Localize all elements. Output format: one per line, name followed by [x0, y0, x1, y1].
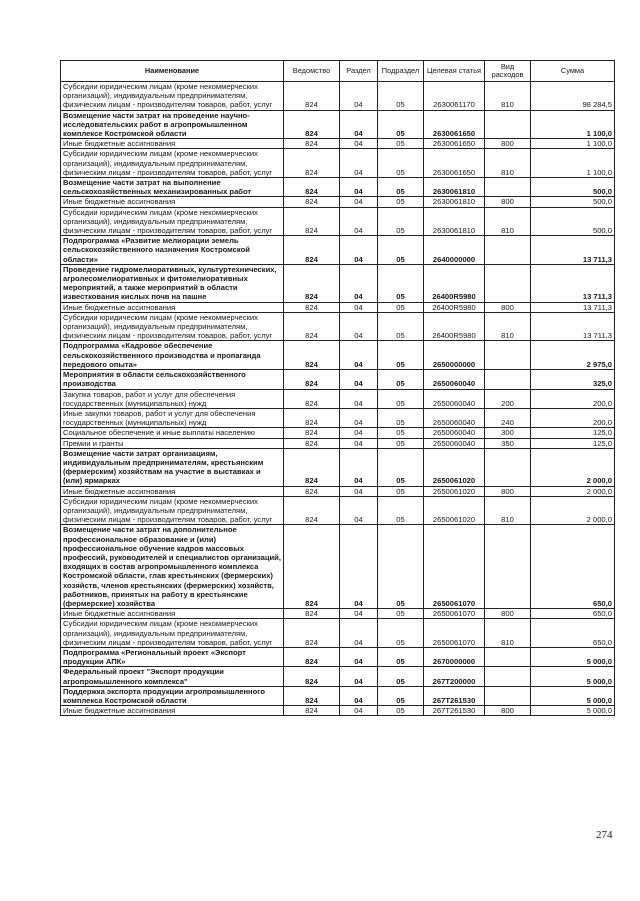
table-row [61, 706, 615, 716]
cell-subsection: 05 [378, 312, 424, 341]
table-row [61, 207, 615, 236]
cell-sum: 98 284,5 [531, 82, 615, 111]
cell-subsection: 05 [378, 370, 424, 389]
table-row [61, 389, 615, 408]
cell-expense-type [485, 264, 531, 302]
cell-expense-type: 800 [485, 486, 531, 496]
cell-name: Субсидии юридическим лицам (кроме некоммерческих организаций), индивидуальным предпринимателям, физическим лицам - производителям товаров, работ, услуг [61, 619, 284, 648]
column-header-subsection: Подраздел [378, 61, 424, 82]
cell-target: 267T261530 [424, 686, 485, 705]
cell-target: 2670000000 [424, 647, 485, 666]
cell-subsection: 05 [378, 496, 424, 525]
cell-sum: 13 711,3 [531, 264, 615, 302]
cell-dept: 824 [284, 264, 340, 302]
budget-table [60, 60, 615, 716]
cell-subsection: 05 [378, 667, 424, 686]
cell-sum: 13 711,3 [531, 236, 615, 265]
cell-target: 2650061070 [424, 619, 485, 648]
cell-dept: 824 [284, 370, 340, 389]
table-row [61, 312, 615, 341]
cell-expense-type: 800 [485, 302, 531, 312]
cell-name: Подпрограмма «Региональный проект «Экспорт продукции АПК» [61, 647, 284, 666]
cell-section: 04 [340, 264, 378, 302]
cell-name: Федеральный проект "Экспорт продукции агропромышленного комплекса" [61, 667, 284, 686]
table-row [61, 525, 615, 609]
table-row [61, 149, 615, 178]
cell-target: 2650061020 [424, 496, 485, 525]
cell-sum: 650,0 [531, 525, 615, 609]
cell-target: 2630061650 [424, 139, 485, 149]
cell-name: Закупка товаров, работ и услуг для обеспечения государственных (муниципальных) нужд [61, 389, 284, 408]
cell-section: 04 [340, 619, 378, 648]
cell-target: 2650060040 [424, 370, 485, 389]
cell-name: Подпрограмма «Кадровое обеспечение сельскохозяйственного производства и пропаганда передового опыта» [61, 341, 284, 370]
cell-sum: 2 000,0 [531, 448, 615, 486]
cell-name: Иные бюджетные ассигнования [61, 486, 284, 496]
cell-sum: 1 100,0 [531, 139, 615, 149]
cell-subsection: 05 [378, 647, 424, 666]
cell-section: 04 [340, 110, 378, 139]
table-row [61, 178, 615, 197]
column-header-sum: Сумма [531, 61, 615, 82]
cell-dept: 824 [284, 496, 340, 525]
cell-sum: 5 000,0 [531, 667, 615, 686]
cell-name: Возмещение части затрат на выполнение сельскохозяйственных механизированных работ [61, 178, 284, 197]
column-header-target: Целевая статья [424, 61, 485, 82]
cell-subsection: 05 [378, 686, 424, 705]
cell-subsection: 05 [378, 525, 424, 609]
cell-section: 04 [340, 178, 378, 197]
cell-section: 04 [340, 82, 378, 111]
cell-section: 04 [340, 236, 378, 265]
table-row [61, 197, 615, 207]
cell-name: Иные бюджетные ассигнования [61, 609, 284, 619]
cell-dept: 824 [284, 312, 340, 341]
cell-dept: 824 [284, 389, 340, 408]
cell-section: 04 [340, 496, 378, 525]
cell-expense-type: 800 [485, 609, 531, 619]
cell-sum: 1 100,0 [531, 149, 615, 178]
cell-dept: 824 [284, 149, 340, 178]
cell-name: Субсидии юридическим лицам (кроме некоммерческих организаций), индивидуальным предпринимателям, физическим лицам - производителям товаров, работ, услуг [61, 82, 284, 111]
cell-expense-type [485, 525, 531, 609]
cell-dept: 824 [284, 525, 340, 609]
cell-sum: 13 711,3 [531, 302, 615, 312]
cell-dept: 824 [284, 619, 340, 648]
cell-dept: 824 [284, 667, 340, 686]
cell-sum: 500,0 [531, 178, 615, 197]
page-number: 274 [596, 829, 613, 841]
cell-name: Проведение гидромелиоративных, культуртехнических, агролесомелиоративных и фитомелиоративных мероприятий, а также мероприятий в области известкования кислых почв на пашне [61, 264, 284, 302]
cell-section: 04 [340, 389, 378, 408]
cell-expense-type: 810 [485, 207, 531, 236]
cell-section: 04 [340, 408, 378, 427]
cell-subsection: 05 [378, 264, 424, 302]
table-row [61, 341, 615, 370]
cell-name: Подпрограмма «Развитие мелиорации земель сельскохозяйственного назначения Костромской области» [61, 236, 284, 265]
cell-dept: 824 [284, 686, 340, 705]
cell-target: 2630061810 [424, 207, 485, 236]
cell-section: 04 [340, 312, 378, 341]
cell-subsection: 05 [378, 389, 424, 408]
cell-target: 2650060040 [424, 389, 485, 408]
table-row [61, 236, 615, 265]
cell-expense-type: 810 [485, 619, 531, 648]
table-row [61, 370, 615, 389]
cell-target: 2640000000 [424, 236, 485, 265]
cell-expense-type [485, 448, 531, 486]
cell-sum: 650,0 [531, 619, 615, 648]
cell-section: 04 [340, 370, 378, 389]
cell-section: 04 [340, 609, 378, 619]
cell-subsection: 05 [378, 408, 424, 427]
cell-section: 04 [340, 341, 378, 370]
cell-name: Возмещение части затрат организациям, индивидуальным предпринимателям, крестьянским (фермерским) хозяйствам на участие в выставках и (или) ярмарках [61, 448, 284, 486]
cell-dept: 824 [284, 110, 340, 139]
table-row [61, 686, 615, 705]
cell-section: 04 [340, 197, 378, 207]
cell-subsection: 05 [378, 82, 424, 111]
cell-target: 26400R5980 [424, 264, 485, 302]
cell-name: Субсидии юридическим лицам (кроме некоммерческих организаций), индивидуальным предпринимателям, физическим лицам - производителям товаров, работ, услуг [61, 496, 284, 525]
cell-section: 04 [340, 302, 378, 312]
cell-dept: 824 [284, 82, 340, 111]
cell-name: Мероприятия в области сельскохозяйственного производства [61, 370, 284, 389]
cell-subsection: 05 [378, 236, 424, 265]
cell-target: 2650060040 [424, 408, 485, 427]
cell-expense-type: 200 [485, 389, 531, 408]
cell-target: 267T261530 [424, 706, 485, 716]
cell-sum: 500,0 [531, 197, 615, 207]
cell-name: Иные закупки товаров, работ и услуг для обеспечения государственных (муниципальных) нужд [61, 408, 284, 427]
cell-name: Поддержка экспорта продукции агропромышленного комплекса Костромской области [61, 686, 284, 705]
cell-expense-type [485, 647, 531, 666]
cell-sum: 2 975,0 [531, 341, 615, 370]
cell-dept: 824 [284, 438, 340, 448]
cell-target: 2630061810 [424, 178, 485, 197]
table-header-row [61, 61, 615, 82]
table-row [61, 302, 615, 312]
cell-section: 04 [340, 686, 378, 705]
cell-dept: 824 [284, 197, 340, 207]
cell-dept: 824 [284, 139, 340, 149]
cell-expense-type [485, 686, 531, 705]
cell-dept: 824 [284, 341, 340, 370]
cell-target: 2630061810 [424, 197, 485, 207]
cell-subsection: 05 [378, 139, 424, 149]
cell-name: Возмещение части затрат на проведение научно-исследовательских работ в агропромышленном комплексе Костромской области [61, 110, 284, 139]
cell-dept: 824 [284, 486, 340, 496]
table-row [61, 82, 615, 111]
cell-subsection: 05 [378, 428, 424, 438]
cell-sum: 2 000,0 [531, 496, 615, 525]
cell-sum: 325,0 [531, 370, 615, 389]
cell-subsection: 05 [378, 448, 424, 486]
cell-sum: 5 000,0 [531, 686, 615, 705]
cell-sum: 2 000,0 [531, 486, 615, 496]
cell-target: 2650061020 [424, 448, 485, 486]
cell-target: 2630061650 [424, 110, 485, 139]
cell-target: 267T200000 [424, 667, 485, 686]
cell-target: 2650060040 [424, 438, 485, 448]
cell-target: 2630061650 [424, 149, 485, 178]
cell-name: Субсидии юридическим лицам (кроме некоммерческих организаций), индивидуальным предпринимателям, физическим лицам - производителям товаров, работ, услуг [61, 149, 284, 178]
cell-section: 04 [340, 139, 378, 149]
cell-sum: 1 100,0 [531, 110, 615, 139]
cell-sum: 125,0 [531, 438, 615, 448]
cell-expense-type: 810 [485, 149, 531, 178]
cell-expense-type: 800 [485, 706, 531, 716]
cell-name: Возмещение части затрат на дополнительное профессиональное образование и (или) профессиональное обучение кадров массовых профессий, руководителей и специалистов организаций, входящих в состав агропромышленного комплекса Костромской области, глав крестьянских (фермерских) хозяйств, членов крестьянских (фермерских) хозяйств, работников, принятых на работу в крестьянские (фермерские) хозяйства [61, 525, 284, 609]
cell-expense-type [485, 236, 531, 265]
cell-name: Иные бюджетные ассигнования [61, 139, 284, 149]
table-row [61, 609, 615, 619]
cell-dept: 824 [284, 706, 340, 716]
cell-sum: 5 000,0 [531, 647, 615, 666]
cell-expense-type: 810 [485, 496, 531, 525]
cell-subsection: 05 [378, 341, 424, 370]
cell-name: Премии и гранты [61, 438, 284, 448]
cell-target: 2650061020 [424, 486, 485, 496]
cell-target: 26400R5980 [424, 302, 485, 312]
cell-target: 2650060040 [424, 428, 485, 438]
cell-dept: 824 [284, 302, 340, 312]
cell-expense-type: 800 [485, 139, 531, 149]
cell-section: 04 [340, 486, 378, 496]
cell-subsection: 05 [378, 486, 424, 496]
table-row [61, 667, 615, 686]
cell-expense-type [485, 667, 531, 686]
cell-expense-type [485, 370, 531, 389]
cell-dept: 824 [284, 428, 340, 438]
cell-name: Иные бюджетные ассигнования [61, 706, 284, 716]
table-row [61, 428, 615, 438]
cell-subsection: 05 [378, 619, 424, 648]
cell-sum: 650,0 [531, 609, 615, 619]
cell-name: Субсидии юридическим лицам (кроме некоммерческих организаций), индивидуальным предпринимателям, физическим лицам - производителям товаров, работ, услуг [61, 207, 284, 236]
cell-name: Иные бюджетные ассигнования [61, 302, 284, 312]
cell-dept: 824 [284, 408, 340, 427]
cell-dept: 824 [284, 609, 340, 619]
cell-dept: 824 [284, 448, 340, 486]
table-row [61, 408, 615, 427]
cell-section: 04 [340, 667, 378, 686]
cell-sum: 200,0 [531, 389, 615, 408]
cell-expense-type: 240 [485, 408, 531, 427]
cell-expense-type: 810 [485, 312, 531, 341]
table-row [61, 264, 615, 302]
cell-subsection: 05 [378, 149, 424, 178]
cell-subsection: 05 [378, 207, 424, 236]
cell-subsection: 05 [378, 438, 424, 448]
cell-expense-type [485, 341, 531, 370]
cell-name: Иные бюджетные ассигнования [61, 197, 284, 207]
cell-section: 04 [340, 428, 378, 438]
cell-expense-type: 800 [485, 197, 531, 207]
cell-subsection: 05 [378, 178, 424, 197]
cell-expense-type: 300 [485, 428, 531, 438]
table-row [61, 448, 615, 486]
cell-sum: 200,0 [531, 408, 615, 427]
table-row [61, 139, 615, 149]
cell-section: 04 [340, 207, 378, 236]
table-row [61, 619, 615, 648]
cell-dept: 824 [284, 178, 340, 197]
cell-name: Субсидии юридическим лицам (кроме некоммерческих организаций), индивидуальным предпринимателям, физическим лицам - производителям товаров, работ, услуг [61, 312, 284, 341]
table-row [61, 647, 615, 666]
cell-subsection: 05 [378, 609, 424, 619]
cell-sum: 500,0 [531, 207, 615, 236]
cell-name: Социальное обеспечение и иные выплаты населению [61, 428, 284, 438]
cell-expense-type: 810 [485, 82, 531, 111]
cell-expense-type: 350 [485, 438, 531, 448]
table-row [61, 438, 615, 448]
cell-subsection: 05 [378, 302, 424, 312]
cell-expense-type [485, 110, 531, 139]
cell-dept: 824 [284, 236, 340, 265]
cell-sum: 13 711,3 [531, 312, 615, 341]
cell-section: 04 [340, 706, 378, 716]
cell-dept: 824 [284, 647, 340, 666]
cell-dept: 824 [284, 207, 340, 236]
column-header-dept: Ведомство [284, 61, 340, 82]
cell-target: 26400R5980 [424, 312, 485, 341]
cell-subsection: 05 [378, 110, 424, 139]
cell-expense-type [485, 178, 531, 197]
cell-sum: 125,0 [531, 428, 615, 438]
cell-target: 2650000000 [424, 341, 485, 370]
column-header-expense-type: Вид расходов [485, 61, 531, 82]
cell-section: 04 [340, 647, 378, 666]
cell-target: 2630061170 [424, 82, 485, 111]
cell-sum: 5 000,0 [531, 706, 615, 716]
cell-target: 2650061070 [424, 609, 485, 619]
table-body [61, 82, 615, 716]
table-row [61, 486, 615, 496]
cell-section: 04 [340, 525, 378, 609]
table-row [61, 110, 615, 139]
cell-target: 2650061070 [424, 525, 485, 609]
column-header-section: Раздел [340, 61, 378, 82]
cell-section: 04 [340, 149, 378, 178]
column-header-name: Наименование [61, 61, 284, 82]
table-row [61, 496, 615, 525]
cell-section: 04 [340, 438, 378, 448]
cell-subsection: 05 [378, 706, 424, 716]
cell-section: 04 [340, 448, 378, 486]
cell-subsection: 05 [378, 197, 424, 207]
